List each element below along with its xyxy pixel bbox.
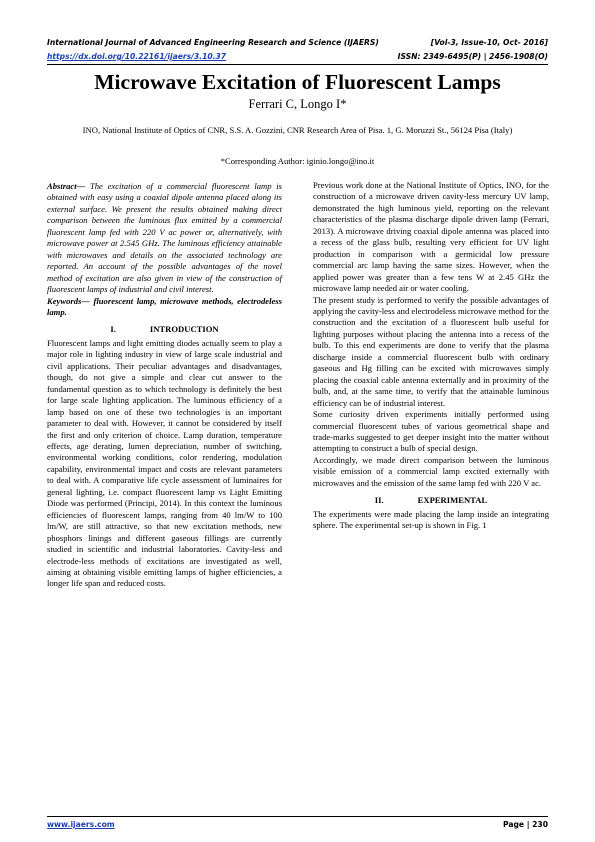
corresponding-author: *Corresponding Author: iginio.longo@ino.it [220, 156, 375, 166]
abstract-label: Abstract— [47, 181, 86, 191]
intro-paragraph-2: Previous work done at the National Institute of Optics, INO, for the construction of a microwave driven cavity-less mercury UV lamp, demonstrated the high luminous yield, reporting on the relevant characteristics of the plasma discharge dipole driven lamp (Ferrari, 2013). A microwave driving coaxial dipole antenna was placed into a recess of the glass bulb, resulting very efficient for UV light production in comparison with a germicidal low pressure commercial arc lamp having the same sizes. However, when the applied power was greater than a few tens W at 2.45 GHz the microwave lamp needed air or water cooling. [313, 180, 549, 294]
page-footer [47, 820, 548, 829]
right-column [313, 181, 549, 532]
section-number: II. [374, 495, 384, 506]
footer-rule [47, 816, 548, 817]
paper-authors: Ferrari C, Longo I* [248, 97, 347, 111]
abstract [47, 181, 282, 296]
intro-paragraph-3: The present study is performed to verify the possible advantages of applying the cavity-less and electrodeless microwave method for the construction and the excitation of a fluorescent bulb useful for lighting purposes without placing the antenna into a recess of the bulb. To this end experiments are done to verify that the plasma discharge inside a commercial fluorescent bulb with ordinary gaseous and Hg filling can be excited with microwaves simply placing the coaxial cable antenna externally and in proximity of the bulb, and, at the same time, to verify that the attainable luminous efficiency can be of industrial interest. [313, 294, 549, 408]
journal-website-link[interactable]: www.ijaers.com [47, 820, 115, 829]
section-heading-experimental [313, 495, 549, 506]
header-rule [47, 64, 548, 65]
intro-paragraph-1: Fluorescent lamps and light emitting diodes actually seem to play a major role in lighting industry in view of large scale industrial and civil applications. Their peculiar advantages and disadvantages, though, do not give a simple and clear cut answer to the fundamental question as to which technology is definitely the best for large scale lighting application. The luminous efficiency of a lamp based on one of these two technologies is an important parameter to deal with. However, it cannot be considered by itself the first and only criterion of choice. Lamp duration, temperature effects, age derating, lumen depreciation, number of switching, environmental working conditions, color rendering, modulation capability, environmental impact and costs are relevant parameters to deal with. A comparative life cycle assessment of luminaires for general lighting, i.e. compact fluorescent lamp vs Light Emitting Diode was performed (Principi, 2014). In this context the luminous efficiencies of fluorescent lamps, ranging from 40 lm/W to 100 lm/W, are still attractive, so that new excitation methods, new phosphors linings and different gaseous fillings are currently studied in scientific and industrial laboratories. Cavity-less and electrode-less methods of excitations are investigated as well, aiming at obtaining visible emitting lamps of higher efficiencies, a longer life span and reduced costs. [47, 337, 282, 589]
page-number: Page | 230 [503, 820, 548, 829]
experimental-paragraph-1: The experiments were made placing the lamp inside an integrating sphere. The experimental set-up is shown in Fig. 1 [313, 508, 549, 531]
paper-title: Microwave Excitation of Fluorescent Lamps [94, 70, 501, 94]
section-title: EXPERIMENTAL [417, 495, 488, 506]
keywords: Keywords— fluorescent lamp, microwave methods, electrodeless lamp. [47, 295, 282, 317]
section-heading-introduction [47, 324, 282, 335]
volume-info: [Vol-3, Issue-10, Oct- 2016] [430, 38, 548, 47]
issn-info: ISSN: 2349-6495(P) | 2456-1908(O) [397, 52, 548, 61]
intro-paragraph-4: Some curiosity driven experiments initially performed using commercial fluorescent tubes of various geometrical shape and trade-marks suggested to get deeper insight into the matter without attempting to construct a bulb of special design. [313, 409, 549, 454]
section-title: INTRODUCTION [149, 324, 219, 335]
section-number: I. [110, 324, 116, 335]
paper-affiliation: INO, National Institute of Optics of CNR, S.S. A. Gozzini, CNR Research Area of Pisa. 1, G. Moruzzi St., 56124 Pisa (Italy) [82, 125, 513, 135]
journal-name: International Journal of Advanced Engineering Research and Science (IJAERS) [47, 38, 379, 47]
left-column [47, 181, 282, 590]
doi-link[interactable]: https://dx.doi.org/10.22161/ijaers/3.10.37 [47, 52, 227, 61]
journal-subheader [47, 52, 548, 61]
intro-paragraph-5: Accordingly, we made direct comparison between the luminous visible emission of a commercial lamp excited externally with microwaves and the emission of the same lamp fed with 220 V ac. [313, 454, 549, 488]
journal-header [47, 38, 548, 47]
abstract-text: The excitation of a commercial fluorescent lamp is obtained with easy using a coaxial dipole antenna placed along its external surface. We present the results obtained making direct comparison between the luminous flux emitted by a commercial fluorescent lamp fed with 220 V ac power or, alternatively, with microwave power at 2.545 GHz. The luminous efficiency attainable with microwaves and details on the associated technology are reported. An account of the possible advantages of the novel method of excitation are also given in view of the construction of fluorescent lamps of industrial and civil interest. [47, 181, 282, 295]
